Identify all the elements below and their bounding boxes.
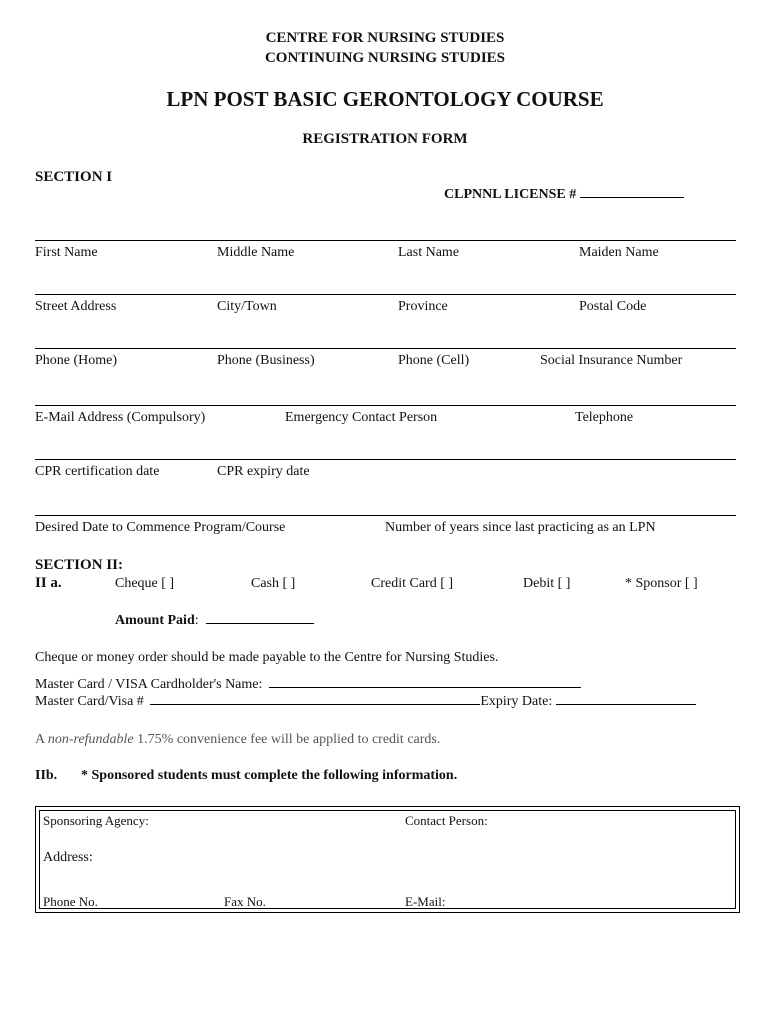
org-line-2: CONTINUING NURSING STUDIES bbox=[264, 50, 506, 66]
convenience-fee-note bbox=[35, 732, 440, 748]
first-name-label: First Name bbox=[35, 245, 98, 260]
form-title: REGISTRATION FORM bbox=[302, 131, 468, 147]
fee-note-italic: non-refundable bbox=[47, 732, 134, 747]
license-label: CLPNNL LICENSE # bbox=[444, 187, 577, 202]
amount-paid-field[interactable] bbox=[115, 613, 314, 629]
sponsor-note: * Sponsored students must complete the following information. bbox=[81, 768, 458, 783]
email-box-label: E-Mail: bbox=[405, 894, 446, 909]
sponsoring-agency-label: Sponsoring Agency: bbox=[43, 813, 149, 828]
cash-checkbox[interactable]: Cash [ ] bbox=[251, 576, 296, 591]
cpr-cert-date-label: CPR certification date bbox=[35, 464, 160, 479]
city-town-label: City/Town bbox=[217, 299, 277, 314]
credit-card-checkbox[interactable]: Credit Card [ ] bbox=[371, 576, 454, 591]
row-5-line[interactable] bbox=[35, 459, 736, 460]
row-6-line[interactable] bbox=[35, 515, 736, 516]
license-number-field[interactable] bbox=[444, 187, 684, 203]
debit-checkbox[interactable]: Debit [ ] bbox=[523, 576, 571, 591]
section-2a-label: II a. bbox=[35, 575, 62, 591]
section-1-heading: SECTION I bbox=[35, 169, 113, 185]
amount-paid-colon: : bbox=[194, 613, 199, 628]
course-title: LPN POST BASIC GERONTOLOGY COURSE bbox=[166, 87, 604, 111]
amount-paid-label: Amount Paid bbox=[115, 613, 195, 628]
maiden-name-label: Maiden Name bbox=[579, 245, 659, 260]
cpr-expiry-label: CPR expiry date bbox=[217, 464, 310, 479]
row-1-line[interactable] bbox=[35, 240, 736, 241]
cheque-note: Cheque or money order should be made payable to the Centre for Nursing Studies. bbox=[35, 650, 499, 665]
middle-name-label: Middle Name bbox=[217, 245, 295, 260]
cardholder-name-blank[interactable] bbox=[269, 687, 581, 688]
expiry-date-blank[interactable] bbox=[556, 704, 696, 705]
card-number-blank[interactable] bbox=[150, 704, 480, 705]
fax-no-label: Fax No. bbox=[224, 894, 266, 909]
card-number-label: Master Card/Visa # bbox=[35, 694, 144, 709]
expiry-date-label: Expiry Date: bbox=[480, 694, 553, 709]
phone-home-label: Phone (Home) bbox=[35, 353, 118, 368]
telephone-label: Telephone bbox=[575, 410, 634, 425]
fee-note-suffix: 1.75% convenience fee will be applied to credit cards. bbox=[133, 732, 441, 747]
email-label: E-Mail Address (Compulsory) bbox=[35, 410, 206, 425]
province-label: Province bbox=[398, 299, 448, 314]
card-number-field[interactable] bbox=[35, 694, 696, 710]
license-number-blank[interactable] bbox=[580, 197, 684, 198]
row-3-line[interactable] bbox=[35, 348, 736, 349]
emergency-contact-label: Emergency Contact Person bbox=[285, 410, 438, 425]
row-4-line[interactable] bbox=[35, 405, 736, 406]
phone-business-label: Phone (Business) bbox=[217, 353, 315, 368]
section-2-heading: SECTION II: bbox=[35, 557, 123, 573]
years-since-practicing-label: Number of years since last practicing as an LPN bbox=[385, 520, 656, 535]
fee-note-prefix: A bbox=[35, 732, 48, 747]
sin-label: Social Insurance Number bbox=[540, 353, 683, 368]
phone-no-label: Phone No. bbox=[43, 894, 98, 909]
amount-paid-blank[interactable] bbox=[206, 623, 314, 624]
org-line-1: CENTRE FOR NURSING STUDIES bbox=[265, 30, 505, 46]
contact-person-label: Contact Person: bbox=[405, 813, 488, 828]
last-name-label: Last Name bbox=[398, 245, 460, 260]
sponsor-checkbox[interactable]: * Sponsor [ ] bbox=[625, 576, 698, 591]
row-2-line[interactable] bbox=[35, 294, 736, 295]
cardholder-name-field[interactable] bbox=[35, 677, 581, 693]
cheque-checkbox[interactable]: Cheque [ ] bbox=[115, 576, 175, 591]
commence-date-label: Desired Date to Commence Program/Course bbox=[35, 520, 286, 535]
address-label: Address: bbox=[43, 850, 93, 865]
street-address-label: Street Address bbox=[35, 299, 117, 314]
section-2b-label: IIb. bbox=[35, 768, 58, 783]
postal-code-label: Postal Code bbox=[579, 299, 647, 314]
phone-cell-label: Phone (Cell) bbox=[398, 353, 470, 368]
cardholder-name-label: Master Card / VISA Cardholder's Name: bbox=[35, 677, 263, 692]
